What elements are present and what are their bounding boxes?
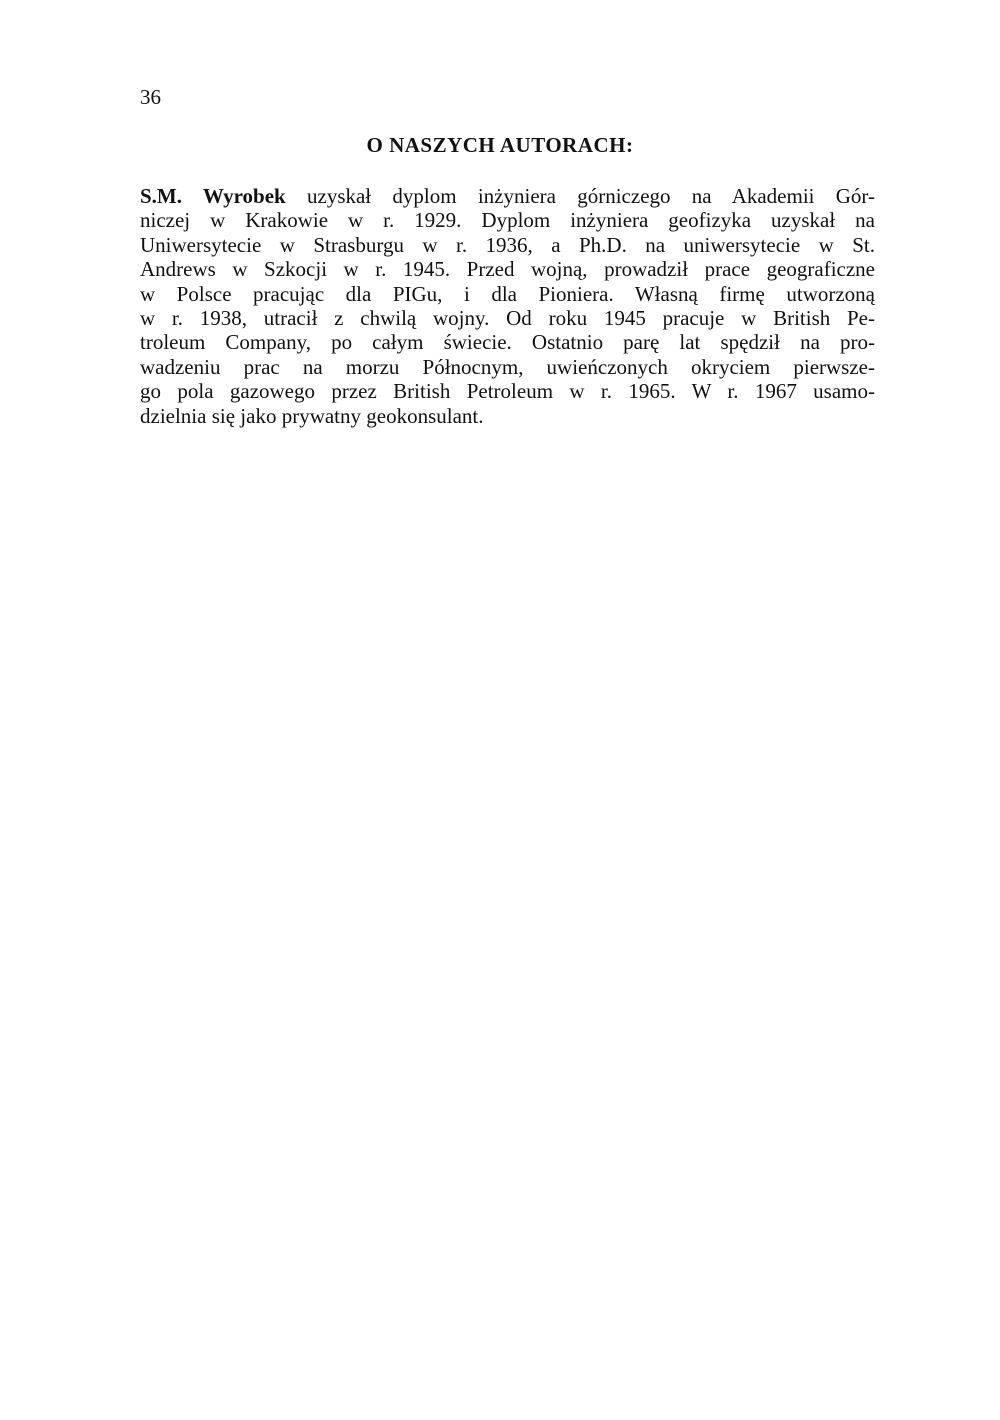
bio-line [140,184,875,208]
page-title: O NASZYCH AUTORACH: [366,133,634,157]
author-bio [140,184,875,428]
bio-line: go pola gazowego przez British Petroleum w r. 1965. W r. 1967 usamo- [140,379,875,404]
bio-line: wadzeniu prac na morzu Północnym, uwieńczonych okryciem pierwsze- [140,354,875,379]
bio-line: Andrews w Szkocji w r. 1945. Przed wojną, prowadził prace geograficzne [140,257,875,282]
bio-line: dzielnia się jako prywatny geokonsulant. [140,403,484,428]
bio-line: w r. 1938, utracił z chwilą wojny. Od roku 1945 pracuje w British Pe- [140,305,875,330]
bio-line-text: uzyskał dyplom inżyniera górniczego na Akademii Gór- [285,184,876,208]
bio-line: niczej w Krakowie w r. 1929. Dyplom inżyniera geofizyka uzyskał na [140,208,875,233]
bio-line: troleum Company, po całym świecie. Ostatnio parę lat spędził na pro- [140,330,875,355]
author-name: S.M. Wyrobek [140,184,286,208]
page-number: 36 [140,85,161,109]
bio-line: Uniwersytecie w Strasburgu w r. 1936, a Ph.D. na uniwersytecie w St. [140,232,875,257]
bio-line: w Polsce pracując dla PIGu, i dla Pioniera. Własną firmę utworzoną [140,281,875,306]
